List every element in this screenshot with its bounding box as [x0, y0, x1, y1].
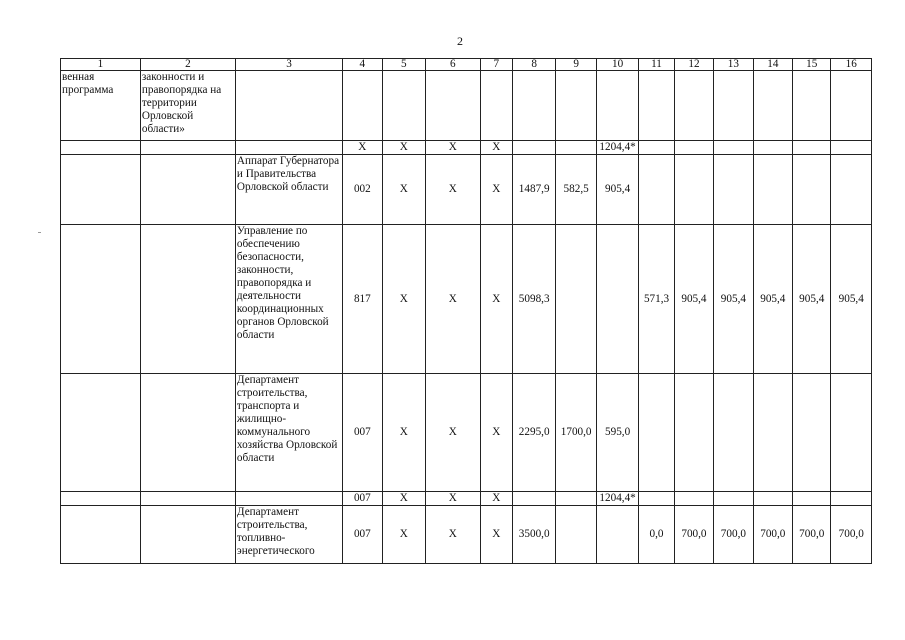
table-cell: X — [480, 155, 512, 225]
table-cell: X — [426, 141, 481, 155]
table-cell: X — [382, 225, 425, 374]
table-cell: 1204,4* — [596, 492, 638, 506]
table-cell: X — [382, 155, 425, 225]
table-cell: 007 — [343, 506, 382, 564]
table-cell: X — [426, 155, 481, 225]
header-row — [61, 59, 872, 71]
table-cell: 700,0 — [714, 506, 753, 564]
header-cell: 14 — [753, 59, 792, 71]
table-cell: 2295,0 — [512, 374, 555, 492]
table-cell: 905,4 — [753, 225, 792, 374]
header-cell: 15 — [793, 59, 831, 71]
header-cell: 2 — [140, 59, 235, 71]
table-cell: X — [382, 506, 425, 564]
table-cell: 905,4 — [714, 225, 753, 374]
table-cell: 571,3 — [639, 225, 674, 374]
header-cell: 13 — [714, 59, 753, 71]
table-cell: X — [480, 225, 512, 374]
program-subtitle-cell: законности и правопорядка на территории Орловской области» — [140, 71, 235, 141]
table-cell: 905,4 — [831, 225, 872, 374]
table-row — [61, 141, 872, 155]
scan-artifact — [38, 232, 41, 233]
header-cell: 10 — [596, 59, 638, 71]
table-cell: 817 — [343, 225, 382, 374]
table-cell: 905,4 — [674, 225, 713, 374]
table-cell: 002 — [343, 155, 382, 225]
executor-cell: Управление по обеспечению безопасности, законности, правопорядка и деятельности координационных органов Орловской области — [235, 225, 342, 374]
table-row — [61, 225, 872, 374]
table-cell: X — [480, 506, 512, 564]
header-cell: 5 — [382, 59, 425, 71]
table-cell: 582,5 — [556, 155, 596, 225]
table-cell: 3500,0 — [512, 506, 555, 564]
table-cell: X — [382, 492, 425, 506]
table-cell: 5098,3 — [512, 225, 555, 374]
program-name-cell: венная программа — [61, 71, 141, 141]
executor-cell: Аппарат Губернатора и Правительства Орловской области — [235, 155, 342, 225]
table-cell: X — [480, 141, 512, 155]
header-cell: 9 — [556, 59, 596, 71]
table-cell: X — [426, 506, 481, 564]
table-row — [61, 71, 872, 141]
header-cell: 16 — [831, 59, 872, 71]
table-cell: X — [382, 374, 425, 492]
table-cell: 700,0 — [674, 506, 713, 564]
table-row — [61, 492, 872, 506]
table-cell: 007 — [343, 374, 382, 492]
table-row — [61, 374, 872, 492]
table-cell: 905,4 — [793, 225, 831, 374]
table-cell: 1204,4* — [596, 141, 638, 155]
table-cell: X — [426, 374, 481, 492]
table-cell: 905,4 — [596, 155, 638, 225]
table-cell: X — [480, 492, 512, 506]
table-cell: 1700,0 — [556, 374, 596, 492]
header-cell: 11 — [639, 59, 674, 71]
table-cell: X — [426, 225, 481, 374]
table-cell: 1487,9 — [512, 155, 555, 225]
header-cell: 6 — [426, 59, 481, 71]
header-cell: 4 — [343, 59, 382, 71]
table-row — [61, 155, 872, 225]
header-cell: 12 — [674, 59, 713, 71]
table-cell: X — [426, 492, 481, 506]
table-cell: 700,0 — [753, 506, 792, 564]
header-cell: 3 — [235, 59, 342, 71]
table-cell: X — [343, 141, 382, 155]
executor-cell: Департамент строительства, топливно-энергетического — [235, 506, 342, 564]
table-cell: X — [480, 374, 512, 492]
header-cell: 1 — [61, 59, 141, 71]
budget-table — [60, 58, 872, 564]
table-cell: 700,0 — [831, 506, 872, 564]
executor-cell: Департамент строительства, транспорта и жилищно-коммунального хозяйства Орловской области — [235, 374, 342, 492]
table-cell: 007 — [343, 492, 382, 506]
table-cell: 595,0 — [596, 374, 638, 492]
header-cell: 8 — [512, 59, 555, 71]
header-cell: 7 — [480, 59, 512, 71]
table-row — [61, 506, 872, 564]
table-cell: 0,0 — [639, 506, 674, 564]
table-cell: X — [382, 141, 425, 155]
page-number: 2 — [457, 34, 463, 48]
table-cell: 700,0 — [793, 506, 831, 564]
